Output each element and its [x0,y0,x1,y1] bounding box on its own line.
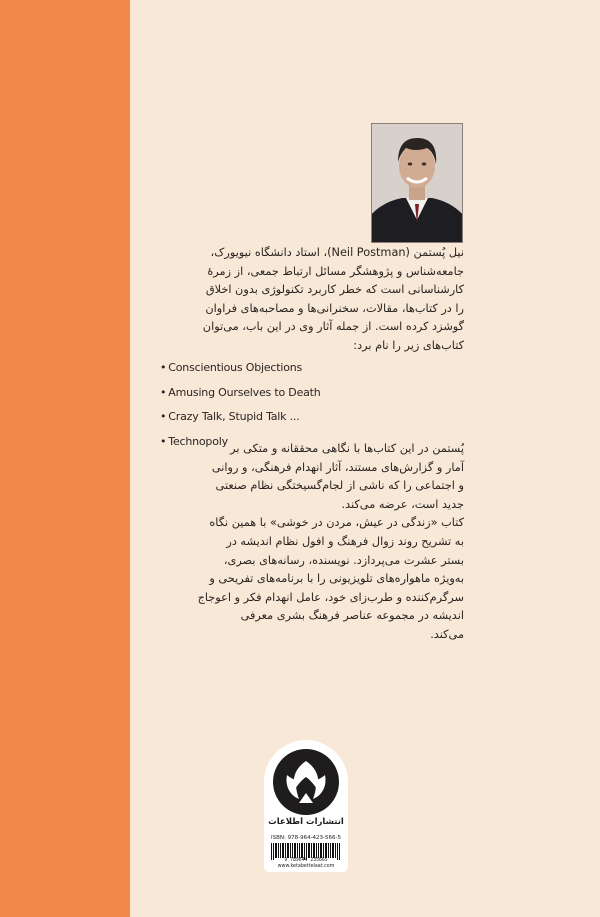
book-item: • Crazy Talk, Stupid Talk ... [160,405,420,430]
book-item: • Amusing Ourselves to Death [160,381,420,406]
author-photo [371,123,463,243]
isbn-number: ISBN: 978-964-423-566-5 [270,835,342,841]
desc-line: می‌کند. [430,627,464,641]
bio-line: نیل پُستمن (Neil Postman)، استاد دانشگاه نیویورک، [210,246,464,259]
publisher-website: www.ketabettelaat.com [277,864,335,869]
book-description [160,440,464,645]
publisher-emblem-icon [273,749,339,815]
desc-line: و اجتماعی را که ناشی از لجام‌گسیختگی نظام صنعتی [215,479,464,493]
bio-line: گوشزد کرده است. از جمله آثار وی در این باب، می‌توان [202,320,464,334]
author-bio [160,244,464,356]
desc-line: کتاب «زندگی در عیش، مردن در خوشی» با همین نگاه [209,516,464,530]
book-item: • Conscientious Objections [160,356,420,381]
desc-line: سرگرم‌کننده و طرب‌زای خود، عامل انهدام فکر و اعوجاج [197,590,464,604]
publisher-badge [264,740,348,872]
desc-line: اندیشه در مجموعه عناصر فرهنگ بشری معرفی [240,609,464,623]
author-portrait-image [372,124,462,242]
desc-line: بستر عشرت می‌پردازد. نویسنده، رسانه‌های بصری، [223,553,464,567]
desc-line: به تشریح روند زوال فرهنگ و افول نظام اندیشه در [226,534,464,548]
bio-line: جامعه‌شناس و پژوهشگر مسائل ارتباط جمعی، از زمرهٔ [207,264,464,278]
publisher-logo [273,749,339,815]
desc-line: به‌ویژه ماهواره‌های تلویزیونی را با برنامه‌های تفریحی و [209,572,464,586]
bio-line: کتاب‌های زیر را نام برد: [353,338,464,352]
bio-line: کارشناسانی است که خطر کاربرد تکنولوژی بدون اخلاق [205,283,464,297]
orange-spine-band [0,0,130,917]
desc-line: جدید است، عرضه می‌کند. [341,497,464,511]
publisher-name: انتشارات اطلاعات [268,817,344,827]
desc-line: آمار و گزارش‌های مستند، آثار انهدام فرهنگی، و روانی [211,460,464,474]
barcode-digits: 9 789644 235665 [284,858,328,863]
bio-line: را در کتاب‌ها، مقالات، سخنرانی‌ها و مصاحبه‌های فراوان [205,301,464,315]
desc-line: پُستمن در این کتاب‌ها با نگاهی محققانه و متکی بر [230,442,464,455]
book-item: • Technopoly [160,430,420,455]
